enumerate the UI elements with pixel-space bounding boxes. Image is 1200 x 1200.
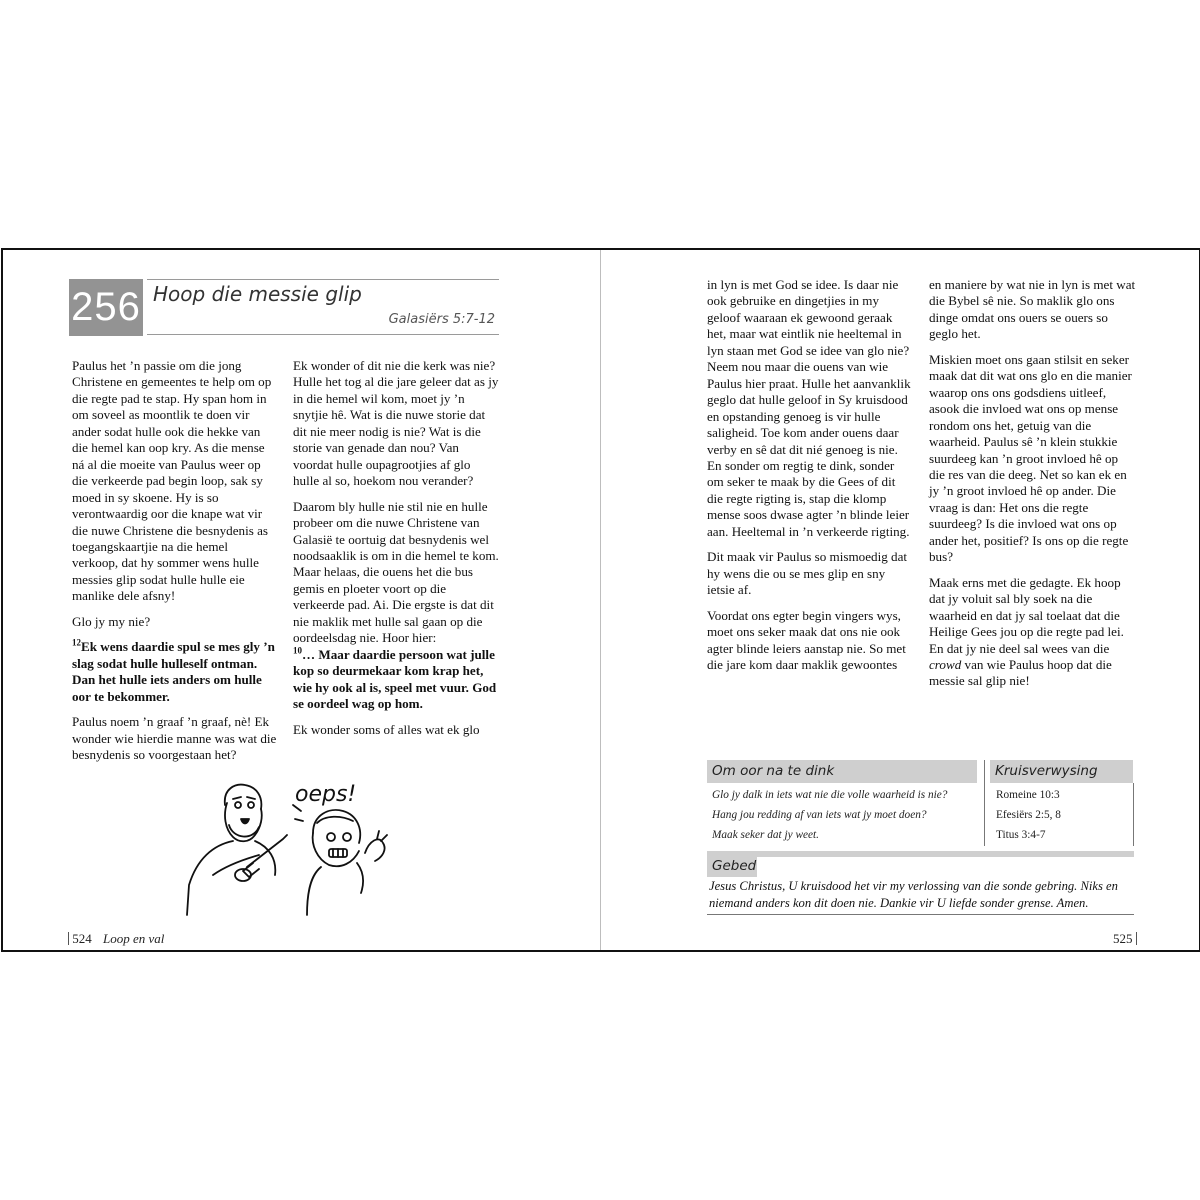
scripture-quote — [72, 639, 277, 705]
cross-reference-item: Romeine 10:3 — [996, 789, 1060, 801]
prayer-bottom-rule — [707, 914, 1134, 915]
paragraph: Miskien moet ons gaan stilsit en seker maak dat dit wat ons glo en die manier waarop ons ons godsdiens uitleef, asook die invloed wat ons op mense rondom ons het, getuig van die waarheid. Paulus sê ’n klein stukkie suurdeeg kan ’n groot invloed hê op die res van die deeg. Net so kan ek en jy ’n groot invloed hê op ander. Die vraag is dan: Het ons die regte suurdeeg? Is die invloed wat ons op ander het, positief? Is ons op die regte bus? — [929, 351, 1132, 565]
quote-text: … Maar daardie persoon wat julle kop so deurmekaar kom krap het, wie hy ook al is, speel met vuur. God se oordeel wag op hom. — [293, 646, 497, 712]
reflect-question: Glo jy dalk in iets wat nie die volle waarheid is nie? — [712, 789, 948, 801]
devotion-number: 256 — [69, 279, 143, 336]
paragraph: Glo jy my nie? — [72, 613, 151, 629]
prayer-bar — [707, 851, 1134, 857]
right-column-2 — [929, 277, 1136, 699]
cartoon-caption: oeps! — [295, 782, 357, 807]
left-column-1 — [72, 358, 277, 772]
cross-reference-item: Titus 3:4-7 — [996, 829, 1046, 841]
footer-separator — [1136, 932, 1137, 945]
paragraph: Paulus noem ’n graaf ’n graaf, nè! Ek wonder wie hierdie manne was wat die besnydenis so voorgestaan het? — [72, 714, 277, 762]
left-footer — [68, 931, 164, 947]
footer-separator — [68, 932, 69, 945]
title-top-rule — [147, 279, 499, 280]
paragraph: Ek wonder soms of alles wat ek glo — [293, 721, 480, 737]
page-number: 525 — [1113, 931, 1133, 946]
paragraph: Dit maak vir Paulus so mismoedig dat hy wens die ou se mes glip en sny ietsie af. — [707, 549, 908, 598]
reflect-question: Maak seker dat jy weet. — [712, 829, 819, 841]
prayer-text: Jesus Christus, U kruisdood het vir my verlossing van die sonde gebring. Niks en niemand anders kon dit doen nie. Dankie vir U liefde sonder grense. Amen. — [709, 879, 1118, 910]
cross-reference-heading: Kruisverwysing — [990, 760, 1133, 783]
verse-number: 10 — [293, 645, 302, 656]
reflect-question: Hang jou redding af van iets wat jy moet doen? — [712, 809, 927, 821]
right-column-1 — [707, 277, 913, 682]
page-number: 524 — [72, 931, 92, 946]
left-column-2 — [293, 358, 499, 747]
reflect-heading: Om oor na te dink — [707, 760, 977, 783]
paragraph — [929, 575, 1136, 690]
paragraph: in lyn is met God se idee. Is daar nie ook gebruike en dingetjies in my geloof waaraan ek gewoond geraak het, maar wat eintlik nie heeltemal in lyn staan met God se idee van glo nie? Neem nou maar die ouens van wie Paulus hier praat. Hulle het aanvanklik geglo dat hulle geloof in Sy kruisdood en opstanding genoeg is vir hulle saligheid. Toe kom ander ouens daar verby en sê dat dit nié genoeg is nie. En sonder om regtig te dink, sonder om seker te maak by die Gees of dit die regte rigting is, stap die klomp mense soos dwase agter ’n blinde leier aan. Heeltemal in ’n verkeerde rigting. — [707, 277, 911, 539]
book-title: Loop en val — [103, 931, 165, 946]
cross-reference-item: Efesiërs 2:5, 8 — [996, 809, 1061, 821]
italic-word: crowd — [929, 656, 962, 672]
paragraph: Paulus het ’n passie om die jong Christene en gemeentes te help om op die regte pad te stap. Hy span hom in om soveel as moontlik te doen vir ander sodat hulle ook die hekke van die hemel kan oop kry. As die mense ná al die moeite van Paulus weer op die verkeerde pad begin loop, sak sy moed in sy skoene. Hy is so verontwaardig oor die knape wat vir die nuwe Christene die besnydenis as toegangskaartjie na die hemel verkoop, dat hy sommer wens hulle messies glip sodat hulle hulle eie manlike dele afsny! — [72, 358, 272, 604]
paragraph-text: Maak erns met die gedagte. Ek hoop dat jy voluit sal bly soek na die waarheid en dat jy sal toelaat dat die Heilige Gees jou op die regte pad lei. En dat jy nie deel sal wees van die — [929, 574, 1124, 656]
verse-number: 12 — [72, 637, 81, 648]
title-bottom-rule — [147, 334, 499, 335]
paragraph — [293, 499, 499, 713]
paragraph-text: Daarom bly hulle nie stil nie en hulle probeer om die nuwe Christene van Galasië te oortuig dat besnydenis wel noodsaaklik is om in die hemel te kom. Maar helaas, die ouens het die bus gemis en ploeter voort op die verkeerde pad. Ai. Die ergste is dat dit nie maklik met hulle sal gaan op die oordeelsdag nie. Hoor hier: — [293, 498, 499, 646]
cartoon-illustration — [183, 775, 403, 923]
prayer-heading: Gebed — [707, 855, 757, 877]
box-divider — [984, 760, 985, 846]
right-footer — [1113, 931, 1137, 947]
paragraph-text: van wie Paulus hoop dat die messie sal glip nie! — [929, 656, 1112, 689]
book-spread — [1, 248, 1200, 952]
quote-text: Ek wens daardie spul se mes gly ’n slag sodat hulle hulleself ontman. Dan het hulle iets anders om hulle oor te bekommer. — [72, 639, 275, 704]
left-page — [3, 250, 600, 950]
devotion-title: Hoop die messie glip — [153, 282, 362, 306]
paragraph: Ek wonder of dit nie die kerk was nie? Hulle het tog al die jare geleer dat as jy in die hemel wil kom, moet jy ’n snytjie hê. Wat is die nuwe storie dat dit nie meer nodig is nie? Wat is die storie van genade dan nou? Van voordat hulle oupagrootjies af glo hulle al so, hoekom nou verander? — [293, 358, 499, 489]
cross-reference-border — [1133, 783, 1134, 846]
right-page — [601, 250, 1199, 950]
paragraph: en maniere by wat nie in lyn is met wat die Bybel sê nie. So maklik glo ons dinge omdat ons ouers se ouers so geglo het. — [929, 277, 1136, 342]
scripture-reference: Galasiërs 5:7-12 — [388, 312, 495, 327]
paragraph: Voordat ons egter begin vingers wys, moet ons seker maak dat ons nie ook agter blinde leiers aanstap nie. So met die jare kom daar maklik gewoontes — [707, 607, 906, 672]
